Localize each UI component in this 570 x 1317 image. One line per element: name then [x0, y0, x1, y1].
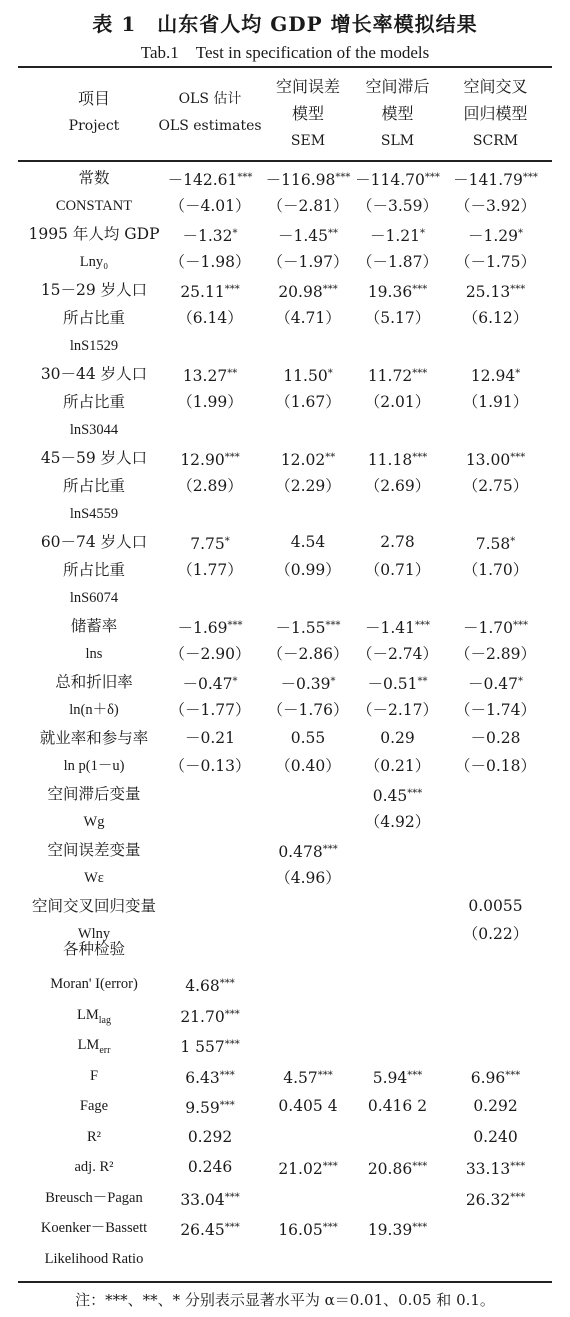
table-subtitle: Tab.1 Test in specification of the models	[140, 43, 430, 62]
row-1-col-3-coef: －1.21*	[369, 227, 425, 245]
row-2-col-1-tstat: （6.14）	[177, 309, 243, 327]
test-5-col-4: 0.240	[473, 1127, 518, 1146]
row-7-label-0: 总和折旧率	[55, 673, 133, 691]
header-rule	[18, 160, 552, 162]
test-4-col-4: 0.292	[473, 1097, 518, 1115]
test-7-col-1: 33.04***	[180, 1190, 240, 1209]
header-2-line-0: 空间误差	[275, 77, 340, 96]
row-4-col-2-tstat: （2.29）	[275, 477, 341, 495]
test-8-col-3: 19.39***	[367, 1221, 428, 1239]
row-3-col-2-coef: 11.50*	[283, 367, 333, 385]
test-3-label: F	[89, 1067, 99, 1084]
test-1-label: $LM_{lag}$	[77, 1006, 111, 1026]
header-2-line-1: 模型	[291, 104, 324, 123]
test-3-col-2: 4.57***	[283, 1068, 333, 1087]
row-1-col-2-tstat: （－1.97）	[267, 253, 349, 271]
test-8-col-2: 16.05***	[278, 1221, 338, 1239]
row-4-col-1-tstat: （2.89）	[177, 477, 243, 495]
row-7-col-4-tstat: （－1.74）	[454, 701, 536, 719]
row-7-label-1: ln(n＋δ)	[69, 702, 119, 718]
row-8-col-3-coef: 0.29	[380, 729, 415, 747]
header-1-line-0: OLS 估计	[178, 91, 242, 107]
row-5-col-3-coef: 2.78	[380, 533, 415, 551]
row-4-col-4-coef: 13.00***	[465, 451, 526, 469]
test-7-label: Breusch－Pagan	[45, 1189, 143, 1206]
header-0-line-0: 项目	[77, 89, 110, 108]
row-3-col-1-coef: 13.27**	[182, 367, 238, 385]
row-8-label-0: 就业率和参与率	[39, 729, 149, 747]
test-8-col-1: 26.45***	[180, 1221, 240, 1239]
table-note: 注：***、**、* 分别表示显著水平为 α＝0.01、0.05 和 0.1。	[75, 1291, 495, 1309]
header-4-line-1: 回归模型	[463, 104, 528, 123]
row-10-label-1: Wε	[84, 870, 104, 886]
row-2-col-2-tstat: （4.71）	[275, 309, 341, 327]
header-3-line-2: SLM	[380, 133, 415, 149]
tests-section-label: 各种检验	[62, 940, 125, 958]
test-9-label: Likelihood Ratio	[44, 1250, 144, 1267]
row-10-label-0: 空间误差变量	[47, 841, 141, 859]
test-4-col-3: 0.416 2	[367, 1097, 428, 1115]
row-6-col-4-tstat: （－2.89）	[454, 645, 536, 663]
row-3-col-1-tstat: （1.99）	[177, 393, 243, 411]
row-5-col-1-coef: 7.75*	[190, 535, 230, 553]
row-7-col-1-tstat: （－1.77）	[169, 701, 251, 719]
row-8-col-2-coef: 0.55	[290, 729, 326, 747]
test-4-col-1: 9.59***	[185, 1099, 235, 1117]
row-1-col-1-tstat: （－1.98）	[169, 253, 251, 271]
row-5-label-2: lnS6074	[69, 590, 119, 606]
row-2-col-3-tstat: （5.17）	[364, 309, 431, 327]
header-2-line-2: SEM	[290, 133, 326, 149]
row-3-col-3-coef: 11.72***	[367, 367, 428, 385]
header-1-line-1: OLS estimates	[158, 118, 262, 134]
header-3-line-1: 模型	[381, 104, 414, 123]
row-8-label-1: ln p(1－u)	[63, 758, 125, 774]
row-5-col-2-tstat: （0.99）	[275, 561, 341, 579]
row-2-col-3-coef: 19.36***	[367, 283, 428, 301]
row-0-col-2-tstat: （－2.81）	[267, 197, 349, 215]
row-6-col-1-coef: －1.69***	[177, 619, 243, 637]
row-7-col-2-tstat: （－1.76）	[267, 701, 349, 719]
row-9-label-1: Wg	[83, 814, 105, 830]
row-4-label-0: 45－59 岁人口	[40, 449, 148, 467]
test-7-col-4: 26.32***	[465, 1190, 526, 1209]
row-9-col-3-coef: 0.45***	[372, 787, 423, 805]
row-7-col-3-tstat: （－2.17）	[356, 701, 438, 719]
row-1-col-1-coef: －1.32*	[182, 227, 238, 245]
row-10-col-2-tstat: （4.96）	[275, 869, 341, 887]
row-7-col-4-coef: －0.47*	[467, 675, 523, 693]
top-rule	[18, 66, 552, 68]
test-6-label: adj. R²	[74, 1159, 114, 1175]
row-9-label-0: 空间滞后变量	[47, 785, 141, 803]
test-0-label: Moran' I(error)	[50, 976, 138, 992]
test-5-label: R²	[86, 1128, 102, 1145]
row-4-label-1: 所占比重	[62, 477, 125, 495]
row-6-col-3-tstat: （－2.74）	[356, 645, 438, 663]
row-2-col-4-coef: 25.13***	[465, 283, 526, 301]
test-4-label: Fage	[79, 1098, 109, 1114]
test-2-col-1: 1 557***	[180, 1038, 240, 1056]
row-2-col-1-coef: 25.11***	[180, 283, 240, 301]
row-8-col-4-tstat: （－0.18）	[454, 757, 536, 775]
row-1-label-0: 1995 年人均 GDP	[28, 225, 160, 243]
row-8-col-1-tstat: （－0.13）	[169, 757, 251, 775]
row-8-col-1-coef: －0.21	[184, 729, 235, 747]
row-6-col-2-coef: －1.55***	[275, 619, 341, 637]
row-4-col-2-coef: 12.02**	[280, 451, 336, 469]
row-0-col-3-tstat: （－3.59）	[356, 197, 438, 215]
row-3-label-1: 所占比重	[62, 393, 125, 411]
row-5-col-4-tstat: （1.70）	[462, 561, 529, 579]
row-3-label-2: lnS3044	[69, 422, 119, 438]
row-8-col-4-coef: －0.28	[470, 729, 521, 747]
row-0-col-4-tstat: （－3.92）	[454, 197, 536, 215]
test-3-col-4: 6.96***	[470, 1068, 521, 1087]
row-2-col-4-tstat: （6.12）	[462, 309, 529, 327]
test-6-col-1: 0.246	[187, 1158, 233, 1176]
row-5-col-3-tstat: （0.71）	[364, 561, 431, 579]
row-6-col-3-coef: －1.41***	[364, 619, 430, 637]
row-3-col-4-coef: 12.94*	[470, 367, 521, 385]
test-3-col-1: 6.43***	[185, 1068, 235, 1087]
table-title: 表 1 山东省人均 GDP 增长率模拟结果	[92, 12, 478, 36]
row-0-col-1-tstat: （－4.01）	[169, 197, 251, 215]
row-4-col-3-coef: 11.18***	[367, 451, 428, 469]
test-8-label: Koenker－Bassett	[40, 1220, 148, 1236]
row-7-col-3-coef: －0.51**	[367, 675, 428, 693]
row-10-col-2-coef: 0.478***	[278, 843, 338, 861]
row-3-col-4-tstat: （1.91）	[462, 393, 529, 411]
test-6-col-3: 20.86***	[367, 1160, 428, 1178]
row-2-label-0: 15－29 岁人口	[40, 281, 148, 299]
row-5-col-2-coef: 4.54	[290, 533, 326, 551]
row-4-col-1-coef: 12.90***	[180, 451, 240, 469]
header-0-line-1: Project	[68, 118, 120, 134]
row-9-col-3-tstat: （4.92）	[364, 813, 431, 831]
row-11-col-4-tstat: （0.22）	[462, 925, 529, 943]
row-1-col-4-coef: －1.29*	[467, 227, 523, 245]
row-6-col-2-tstat: （－2.86）	[267, 645, 349, 663]
row-0-col-4-coef: －141.79***	[453, 171, 538, 189]
row-5-col-4-coef: 7.58*	[475, 535, 516, 553]
row-1-label-1: Lny₀	[79, 254, 109, 270]
row-0-col-3-coef: －114.70***	[355, 171, 440, 189]
test-6-col-2: 21.02***	[278, 1160, 338, 1178]
test-4-col-2: 0.405 4	[278, 1097, 338, 1115]
test-3-col-3: 5.94***	[372, 1068, 423, 1087]
row-1-col-3-tstat: （－1.87）	[356, 253, 438, 271]
row-4-col-4-tstat: （2.75）	[462, 477, 529, 495]
header-4-line-2: SCRM	[472, 133, 519, 149]
test-6-col-4: 33.13***	[465, 1160, 526, 1178]
row-0-label-1: CONSTANT	[55, 198, 133, 214]
row-6-label-0: 储蓄率	[70, 617, 118, 635]
row-0-col-1-coef: －142.61***	[167, 171, 253, 189]
row-3-col-3-tstat: （2.01）	[364, 393, 431, 411]
row-6-label-1: lns	[85, 646, 103, 662]
row-11-col-4-coef: 0.0055	[468, 897, 523, 915]
row-11-label-0: 空间交叉回归变量	[31, 897, 156, 915]
row-7-col-2-coef: －0.39*	[280, 675, 336, 693]
row-1-col-2-coef: －1.45**	[277, 227, 338, 245]
row-6-col-4-coef: －1.70***	[462, 619, 528, 637]
row-5-col-1-tstat: （1.77）	[177, 561, 243, 579]
header-4-line-0: 空间交叉	[463, 77, 528, 96]
row-1-col-4-tstat: （－1.75）	[454, 253, 536, 271]
row-4-label-2: lnS4559	[69, 506, 119, 522]
row-8-col-2-tstat: （0.40）	[275, 757, 341, 775]
row-5-label-1: 所占比重	[62, 561, 125, 579]
row-2-label-2: lnS1529	[69, 338, 119, 354]
row-6-col-1-tstat: （－2.90）	[169, 645, 251, 663]
row-3-label-0: 30－44 岁人口	[40, 365, 148, 383]
row-3-col-2-tstat: （1.67）	[275, 393, 341, 411]
row-4-col-3-tstat: （2.69）	[364, 477, 431, 495]
row-7-col-1-coef: －0.47*	[182, 675, 238, 693]
test-0-col-1: 4.68***	[185, 977, 235, 995]
row-8-col-3-tstat: （0.21）	[364, 757, 431, 775]
test-1-col-1: 21.70***	[180, 1007, 240, 1026]
bottom-rule	[18, 1281, 552, 1283]
test-2-label: $LM_{err}$	[77, 1037, 111, 1056]
row-2-col-2-coef: 20.98***	[278, 283, 338, 301]
row-11-label-1: Wlny	[77, 926, 111, 942]
row-2-label-1: 所占比重	[62, 309, 125, 327]
row-5-label-0: 60－74 岁人口	[40, 533, 148, 551]
test-5-col-1: 0.292	[187, 1127, 233, 1146]
header-3-line-0: 空间滞后	[365, 77, 430, 96]
row-0-label-0: 常数	[78, 169, 110, 187]
row-0-col-2-coef: －116.98***	[265, 171, 351, 189]
